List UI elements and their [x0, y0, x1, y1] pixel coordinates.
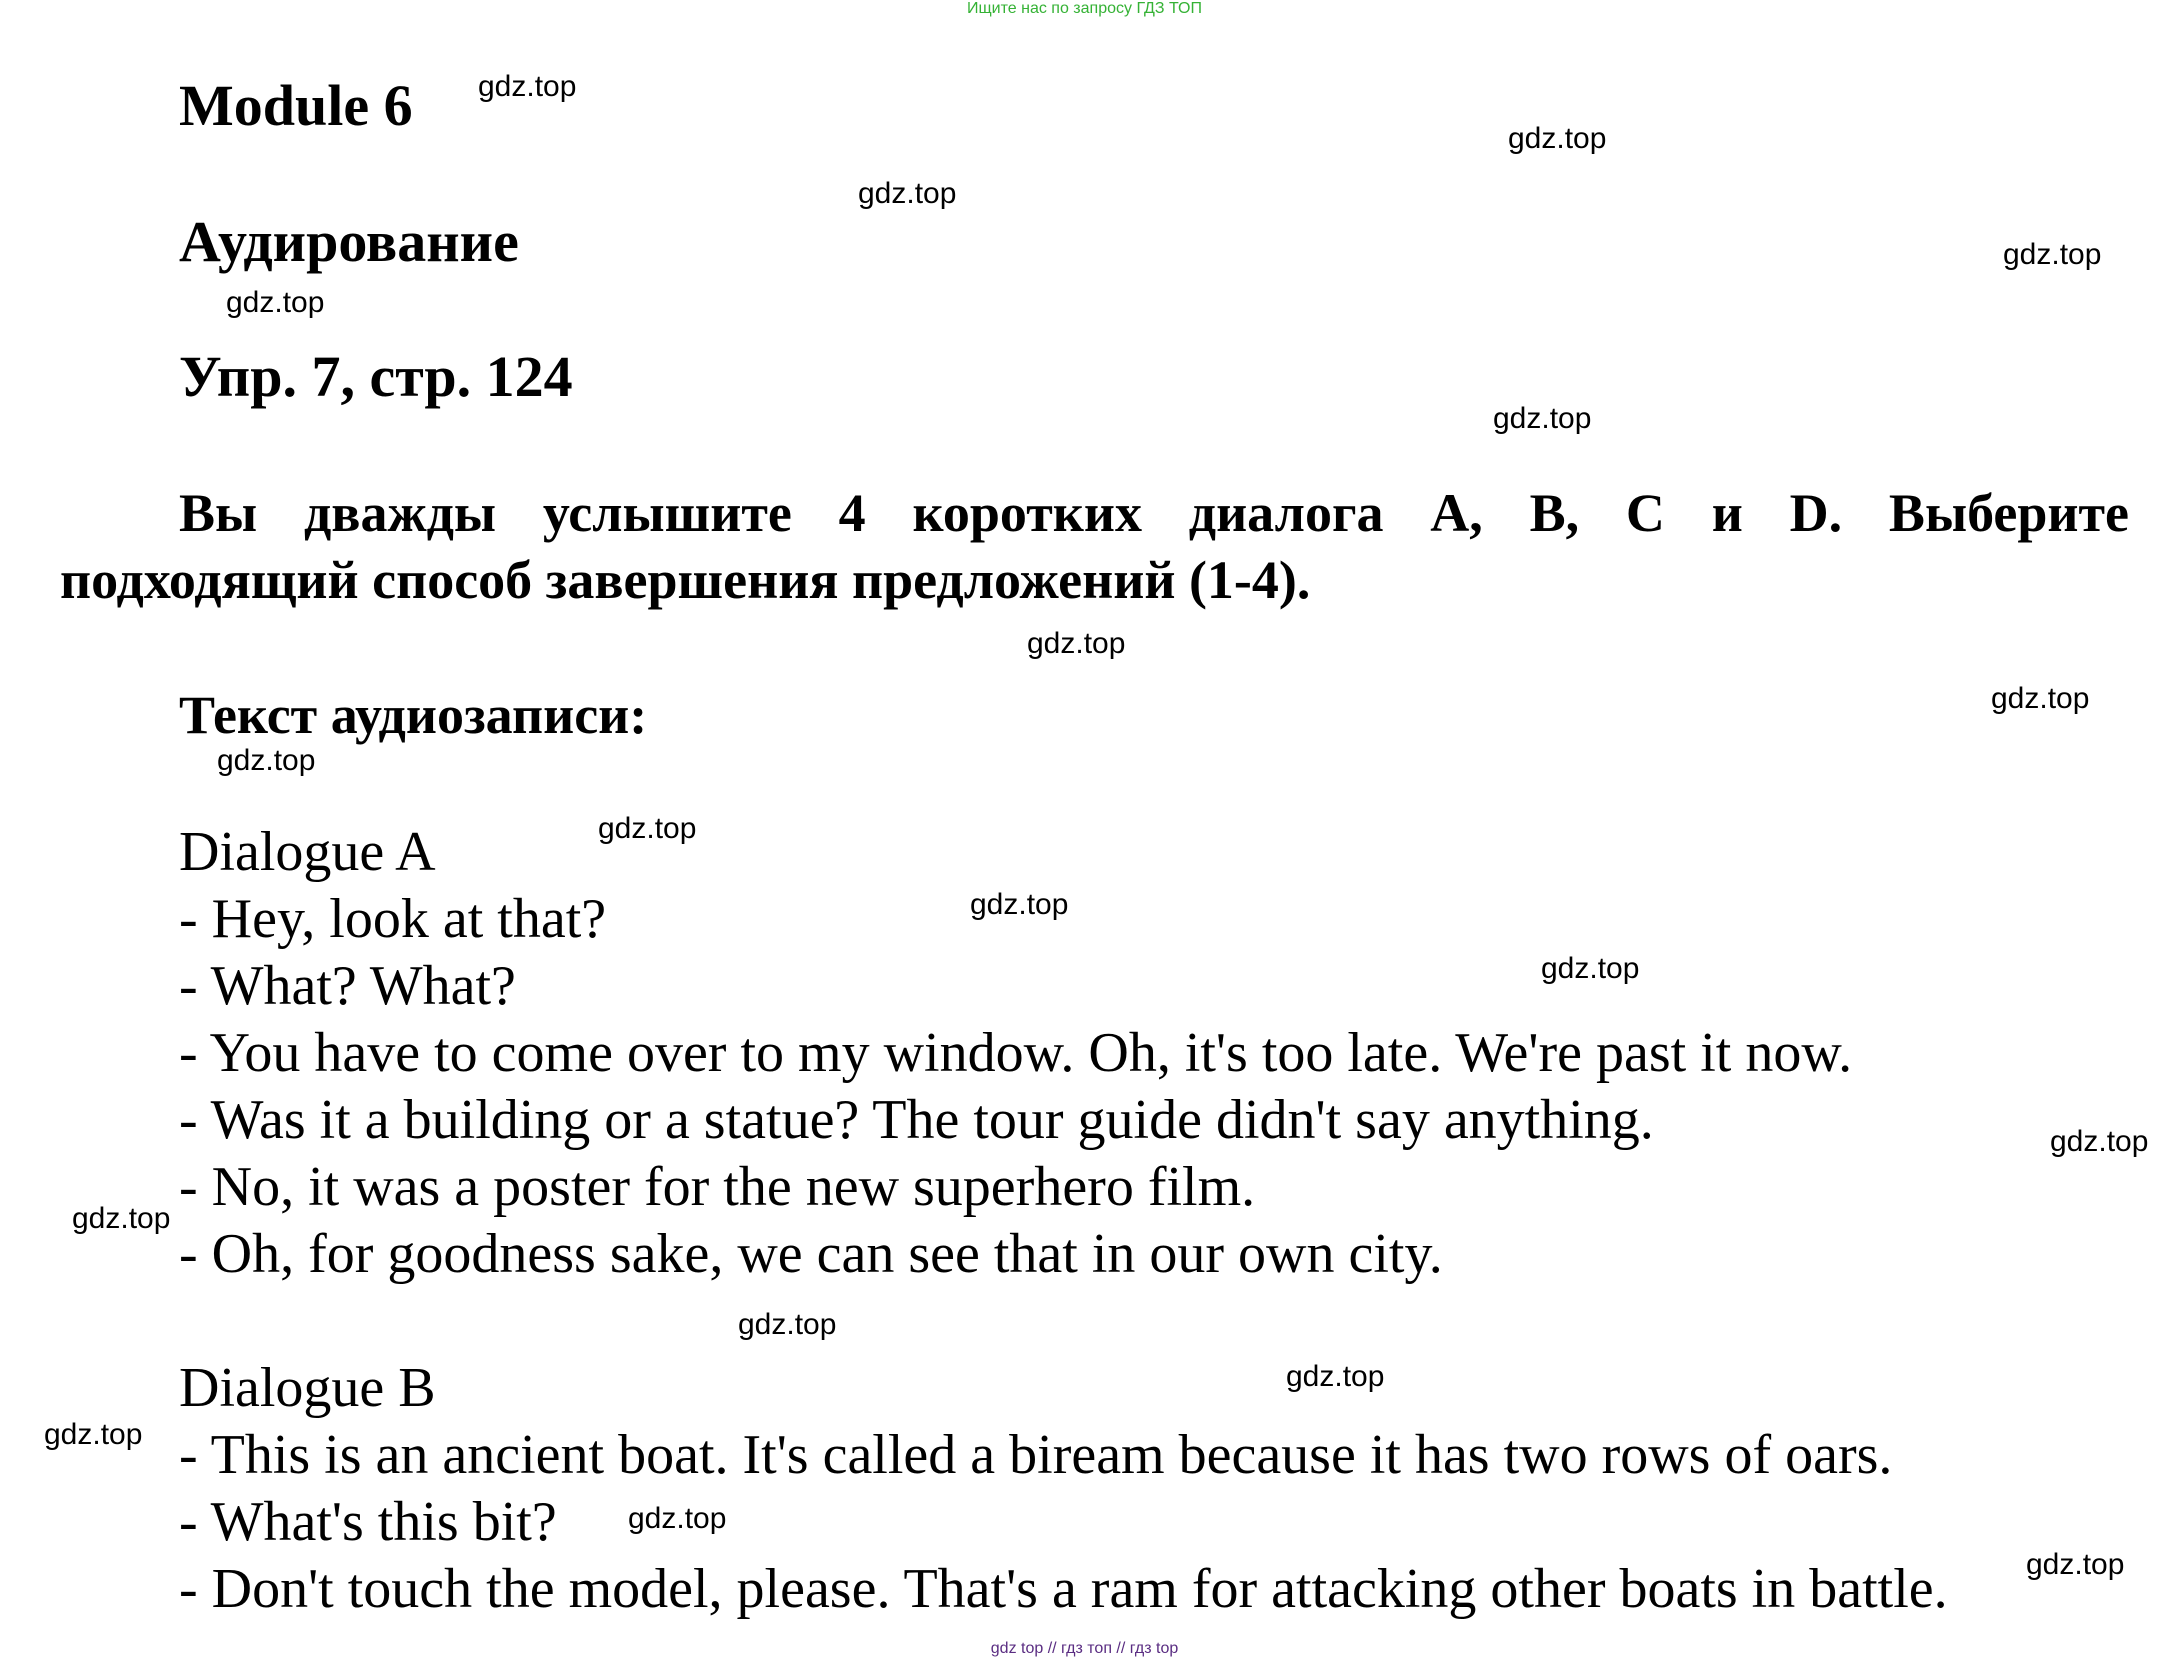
watermark: gdz.top [1508, 122, 1607, 155]
watermark: gdz.top [738, 1308, 837, 1341]
dialogue-b-title: Dialogue B [179, 1357, 436, 1419]
watermark: gdz.top [1541, 952, 1640, 985]
dialogue-a-title: Dialogue A [179, 821, 436, 883]
watermark: gdz.top [628, 1502, 727, 1535]
instruction-line-2: подходящий способ завершения предложений (1-4). [60, 550, 1311, 610]
watermark: gdz.top [1286, 1360, 1385, 1393]
exercise-heading: Упр. 7, стр. 124 [179, 344, 573, 409]
watermark: gdz.top [478, 70, 577, 103]
dialogue-line: - You have to come over to my window. Oh, it's too late. We're past it now. [179, 1022, 1853, 1084]
watermark: gdz.top [2026, 1548, 2125, 1581]
watermark: gdz.top [2003, 238, 2102, 271]
transcript-heading: Текст аудиозаписи: [179, 685, 648, 745]
watermark: gdz.top [44, 1418, 143, 1451]
watermark: gdz.top [1493, 402, 1592, 435]
dialogue-line: - Don't touch the model, please. That's a ram for attacking other boats in battle. [179, 1558, 1948, 1620]
module-heading: Module 6 [179, 73, 413, 138]
section-heading: Аудирование [179, 209, 519, 274]
dialogue-line: - Oh, for goodness sake, we can see that in our own city. [179, 1223, 1443, 1285]
footer-links: gdz top // гдз топ // гдз top [990, 1640, 1179, 1657]
watermark: gdz.top [226, 286, 325, 319]
dialogue-line: - This is an ancient boat. It's called a biream because it has two rows of oars. [179, 1424, 1893, 1486]
watermark: gdz.top [1027, 627, 1126, 660]
watermark: gdz.top [858, 177, 957, 210]
dialogue-line: - Hey, look at that? [179, 888, 607, 950]
watermark: gdz.top [217, 744, 316, 777]
top-banner: Ищите нас по запросу ГДЗ ТОП [967, 0, 1202, 17]
watermark: gdz.top [2050, 1125, 2149, 1158]
dialogue-line: - Was it a building or a statue? The tour guide didn't say anything. [179, 1089, 1654, 1151]
watermark: gdz.top [970, 888, 1069, 921]
dialogue-line: - What? What? [179, 955, 516, 1017]
watermark: gdz.top [1991, 682, 2090, 715]
watermark: gdz.top [72, 1202, 171, 1235]
watermark: gdz.top [598, 812, 697, 845]
instruction-line-1: Вы дважды услышите 4 коротких диалога A, B, C и D. Выберите [179, 483, 2129, 543]
dialogue-line: - No, it was a poster for the new superhero film. [179, 1156, 1256, 1218]
dialogue-line: - What's this bit? [179, 1491, 557, 1553]
